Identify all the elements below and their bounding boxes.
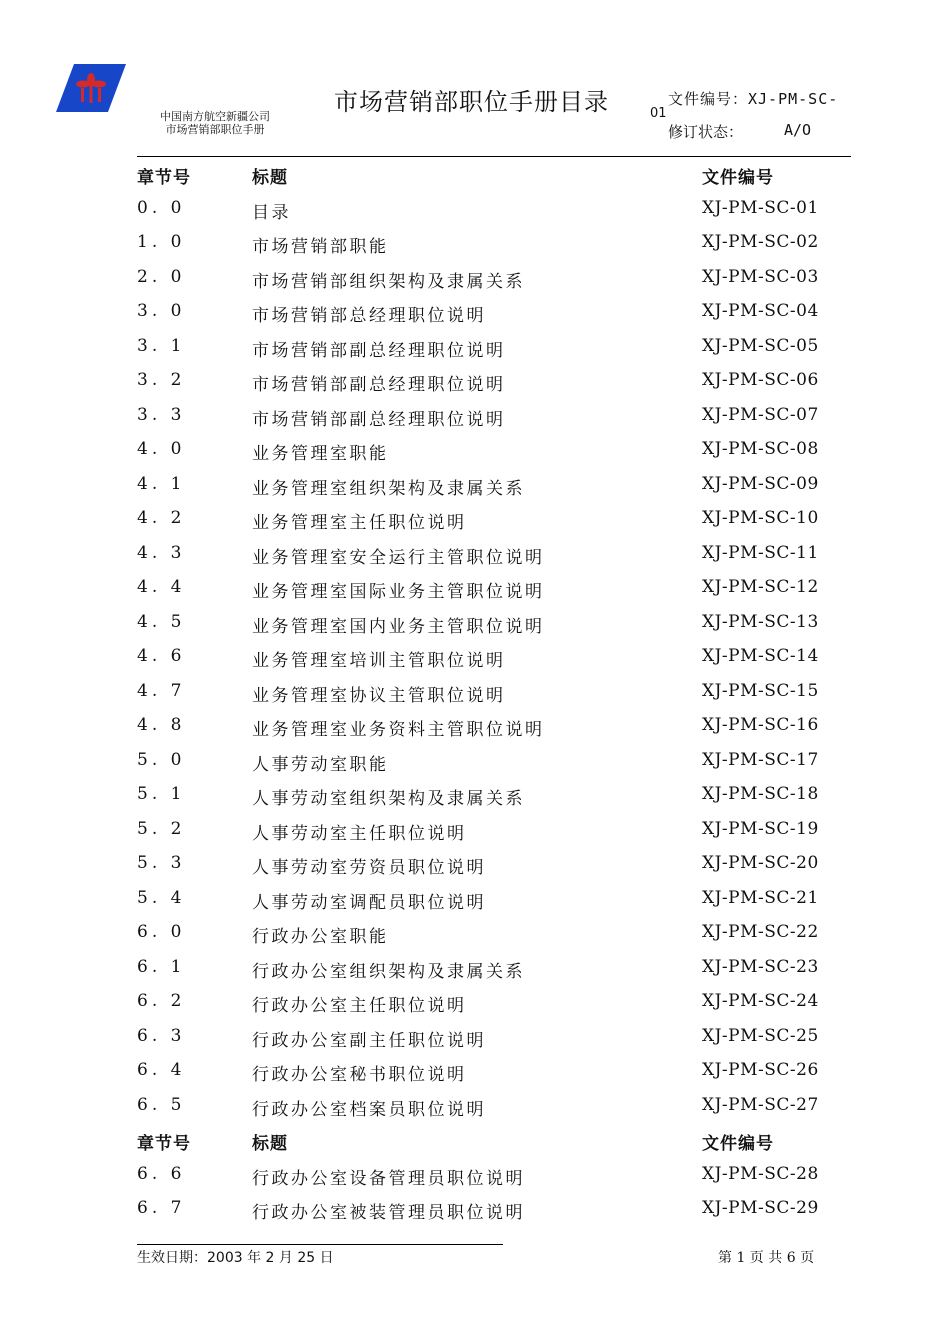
company-block: [150, 110, 280, 136]
toc-row: [137, 605, 851, 640]
column-header-title: 标题: [252, 1134, 288, 1154]
section-doc-number: XJ-PM-SC-07: [702, 404, 819, 425]
section-doc-number: XJ-PM-SC-12: [702, 577, 819, 597]
section-doc-number: XJ-PM-SC-05: [702, 335, 819, 356]
section-title: 市场营销部职能: [252, 237, 389, 257]
toc-row: [137, 950, 851, 985]
toc-row: [137, 777, 851, 812]
chapter-number: 6. 2: [137, 991, 186, 1011]
section-doc-number: XJ-PM-SC-26: [702, 1060, 819, 1080]
section-title: 行政办公室档案员职位说明: [252, 1099, 486, 1120]
section-title: 人事劳动室劳资员职位说明: [252, 858, 486, 878]
chapter-number: 5. 1: [137, 784, 186, 804]
column-header-title: 标题: [252, 168, 288, 188]
section-doc-number: XJ-PM-SC-13: [702, 611, 819, 632]
chapter-number: 5. 2: [137, 818, 186, 839]
chapter-number: 4. 6: [137, 646, 186, 666]
column-header-chapter: 章节号: [137, 168, 191, 188]
toc-row: [137, 984, 851, 1019]
toc-row: [137, 812, 851, 847]
column-header-doc-no: 文件编号: [702, 1134, 774, 1154]
toc-row: [137, 1019, 851, 1054]
section-doc-number: XJ-PM-SC-08: [702, 439, 819, 459]
section-doc-number: XJ-PM-SC-11: [702, 542, 819, 563]
section-doc-number: XJ-PM-SC-28: [702, 1163, 819, 1184]
toc-row: [137, 329, 851, 364]
china-southern-logo: [56, 64, 126, 112]
section-title: 目录: [252, 202, 291, 223]
column-header-chapter: 章节号: [137, 1134, 191, 1154]
toc-row: [137, 225, 851, 260]
toc-row: [137, 191, 851, 226]
chapter-number: 0. 0: [137, 197, 186, 218]
chapter-number: 6. 0: [137, 922, 186, 942]
section-doc-number: XJ-PM-SC-19: [702, 818, 819, 839]
footer-divider: [137, 1244, 503, 1245]
section-title: 业务管理室职能: [252, 444, 389, 464]
section-doc-number: XJ-PM-SC-27: [702, 1094, 819, 1115]
revision-value: A/O: [784, 121, 812, 139]
chapter-number: 4. 3: [137, 542, 186, 563]
section-doc-number: XJ-PM-SC-23: [702, 956, 819, 977]
toc-table: [137, 156, 851, 1226]
section-title: 市场营销部副总经理职位说明: [252, 340, 506, 361]
section-title: 市场营销部副总经理职位说明: [252, 375, 506, 395]
chapter-number: 6. 5: [137, 1094, 186, 1115]
section-title: 行政办公室组织架构及隶属关系: [252, 961, 525, 982]
toc-row: [137, 674, 851, 709]
chapter-number: 2. 0: [137, 266, 186, 287]
section-title: 业务管理室业务资料主管职位说明: [252, 720, 545, 740]
section-title: 行政办公室设备管理员职位说明: [252, 1168, 525, 1189]
toc-row: [137, 398, 851, 433]
toc-row: [137, 260, 851, 295]
toc-row: [137, 363, 851, 398]
effective-date: 生效日期：2003 年 2 月 25 日: [137, 1250, 334, 1266]
section-title: 业务管理室培训主管职位说明: [252, 651, 506, 671]
section-title: 业务管理室协议主管职位说明: [252, 685, 506, 706]
toc-header-row: [137, 1122, 851, 1157]
section-doc-number: XJ-PM-SC-24: [702, 991, 819, 1011]
toc-row: [137, 708, 851, 743]
chapter-number: 4. 1: [137, 473, 186, 494]
section-doc-number: XJ-PM-SC-14: [702, 646, 819, 666]
chapter-number: 6. 3: [137, 1025, 186, 1046]
section-title: 行政办公室主任职位说明: [252, 996, 467, 1016]
chapter-number: 4. 2: [137, 508, 186, 528]
toc-row: [137, 1191, 851, 1226]
section-doc-number: XJ-PM-SC-29: [702, 1198, 819, 1218]
chapter-number: 3. 2: [137, 370, 186, 390]
doc-number: 文件编号：XJ-PM-SC-: [668, 90, 839, 108]
section-title: 市场营销部组织架构及隶属关系: [252, 271, 525, 292]
revision-label: 修订状态：: [668, 123, 744, 141]
section-doc-number: XJ-PM-SC-25: [702, 1025, 819, 1046]
chapter-number: 3. 0: [137, 301, 186, 321]
chapter-number: 5. 0: [137, 749, 186, 770]
section-title: 行政办公室秘书职位说明: [252, 1065, 467, 1085]
toc-row: [137, 570, 851, 605]
toc-row: [137, 915, 851, 950]
chapter-number: 6. 7: [137, 1198, 186, 1218]
toc-header-row: [137, 156, 851, 191]
chapter-number: 6. 4: [137, 1060, 186, 1080]
section-title: 业务管理室组织架构及隶属关系: [252, 478, 525, 499]
section-doc-number: XJ-PM-SC-03: [702, 266, 819, 287]
company-name: 中国南方航空新疆公司: [160, 110, 270, 123]
toc-row: [137, 432, 851, 467]
section-doc-number: XJ-PM-SC-04: [702, 301, 819, 321]
section-doc-number: XJ-PM-SC-01: [702, 197, 819, 218]
section-title: 业务管理室国际业务主管职位说明: [252, 582, 545, 602]
toc-row: [137, 846, 851, 881]
section-title: 业务管理室安全运行主管职位说明: [252, 547, 545, 568]
section-title: 行政办公室职能: [252, 927, 389, 947]
section-title: 行政办公室被装管理员职位说明: [252, 1203, 525, 1223]
section-title: 人事劳动室组织架构及隶属关系: [252, 789, 525, 809]
chapter-number: 4. 0: [137, 439, 186, 459]
column-header-doc-no: 文件编号: [702, 168, 774, 188]
toc-row: [137, 467, 851, 502]
section-title: 业务管理室国内业务主管职位说明: [252, 616, 545, 637]
page-info: 第 1 页 共 6 页: [718, 1250, 815, 1266]
section-title: 人事劳动室主任职位说明: [252, 823, 467, 844]
toc-row: [137, 501, 851, 536]
chapter-number: 6. 1: [137, 956, 186, 977]
chapter-number: 6. 6: [137, 1163, 186, 1184]
section-title: 市场营销部副总经理职位说明: [252, 409, 506, 430]
chapter-number: 5. 4: [137, 887, 186, 908]
toc-row: [137, 1088, 851, 1123]
section-title: 人事劳动室职能: [252, 754, 389, 775]
section-doc-number: XJ-PM-SC-06: [702, 370, 819, 390]
section-doc-number: XJ-PM-SC-20: [702, 853, 819, 873]
section-title: 市场营销部总经理职位说明: [252, 306, 486, 326]
toc-row: [137, 881, 851, 916]
section-title: 人事劳动室调配员职位说明: [252, 892, 486, 913]
chapter-number: 5. 3: [137, 853, 186, 873]
section-doc-number: XJ-PM-SC-16: [702, 715, 819, 735]
doc-number-wrap: 01: [650, 106, 667, 121]
toc-row: [137, 536, 851, 571]
section-doc-number: XJ-PM-SC-22: [702, 922, 819, 942]
toc-row: [137, 1157, 851, 1192]
toc-row: [137, 743, 851, 778]
section-doc-number: XJ-PM-SC-15: [702, 680, 819, 701]
section-doc-number: XJ-PM-SC-18: [702, 784, 819, 804]
section-doc-number: XJ-PM-SC-09: [702, 473, 819, 494]
section-doc-number: XJ-PM-SC-02: [702, 232, 819, 252]
section-title: 业务管理室主任职位说明: [252, 513, 467, 533]
toc-row: [137, 1053, 851, 1088]
chapter-number: 4. 8: [137, 715, 186, 735]
section-doc-number: XJ-PM-SC-10: [702, 508, 819, 528]
toc-row: [137, 639, 851, 674]
section-doc-number: XJ-PM-SC-17: [702, 749, 819, 770]
chapter-number: 4. 5: [137, 611, 186, 632]
chapter-number: 4. 7: [137, 680, 186, 701]
toc-row: [137, 294, 851, 329]
manual-name: 市场营销部职位手册: [165, 123, 265, 136]
chapter-number: 3. 3: [137, 404, 186, 425]
section-title: 行政办公室副主任职位说明: [252, 1030, 486, 1051]
chapter-number: 1. 0: [137, 232, 186, 252]
page-title: 市场营销部职位手册目录: [334, 88, 609, 116]
chapter-number: 3. 1: [137, 335, 186, 356]
section-doc-number: XJ-PM-SC-21: [702, 887, 819, 908]
chapter-number: 4. 4: [137, 577, 186, 597]
